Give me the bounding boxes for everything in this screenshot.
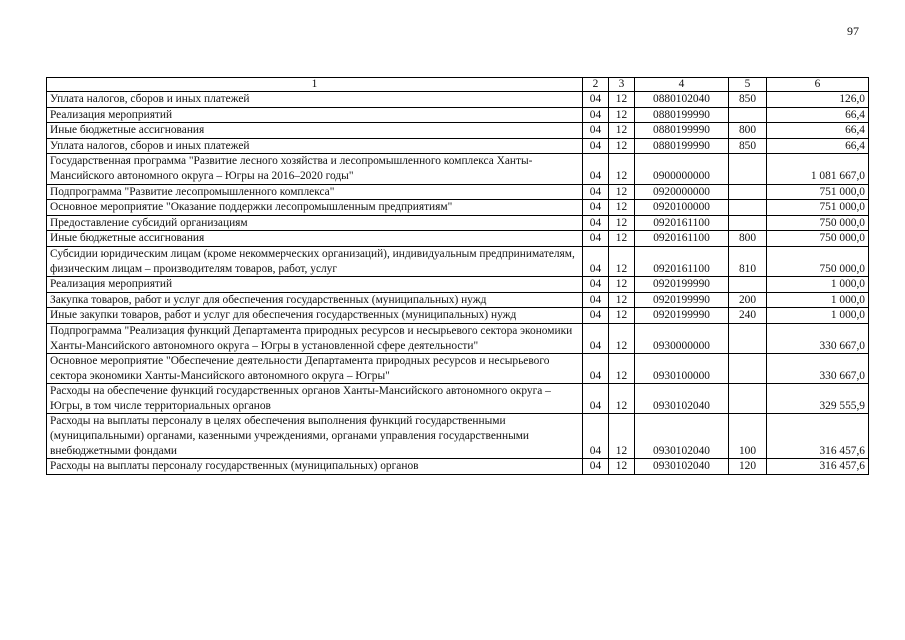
row-section-cell: 04 [583,459,609,475]
table-row [47,184,869,200]
row-expense-type-cell [729,323,767,353]
header-cell: 6 [767,78,869,92]
row-section-cell: 04 [583,200,609,216]
row-subsection-cell: 12 [609,246,635,276]
row-expense-type-cell: 240 [729,308,767,324]
row-section-cell: 04 [583,246,609,276]
row-subsection-cell: 12 [609,384,635,414]
header-cell: 3 [609,78,635,92]
row-expense-type-cell [729,154,767,184]
row-amount-cell: 66,4 [767,123,869,139]
row-section-cell: 04 [583,354,609,384]
row-target-article-cell: 0930102040 [635,459,729,475]
row-amount-cell: 751 000,0 [767,200,869,216]
row-name-cell: Иные бюджетные ассигнования [47,231,583,247]
row-target-article-cell: 0900000000 [635,154,729,184]
row-section-cell: 04 [583,308,609,324]
row-section-cell: 04 [583,323,609,353]
row-expense-type-cell [729,107,767,123]
header-cell: 4 [635,78,729,92]
row-name-cell: Подпрограмма "Развитие лесопромышленного комплекса" [47,184,583,200]
row-section-cell: 04 [583,414,609,459]
row-amount-cell: 1 081 667,0 [767,154,869,184]
row-target-article-cell: 0920161100 [635,215,729,231]
row-amount-cell: 330 667,0 [767,323,869,353]
row-expense-type-cell: 800 [729,231,767,247]
row-expense-type-cell [729,215,767,231]
row-target-article-cell: 0930000000 [635,323,729,353]
row-amount-cell: 750 000,0 [767,246,869,276]
row-target-article-cell: 0930100000 [635,354,729,384]
table-row [47,308,869,324]
row-subsection-cell: 12 [609,107,635,123]
row-expense-type-cell: 850 [729,138,767,154]
row-expense-type-cell [729,200,767,216]
table-row [47,215,869,231]
row-subsection-cell: 12 [609,184,635,200]
row-target-article-cell: 0920000000 [635,184,729,200]
header-cell: 2 [583,78,609,92]
row-expense-type-cell [729,354,767,384]
row-target-article-cell: 0920199990 [635,308,729,324]
row-target-article-cell: 0920161100 [635,246,729,276]
table-row [47,384,869,414]
table-row [47,231,869,247]
row-target-article-cell: 0930102040 [635,384,729,414]
header-cell: 5 [729,78,767,92]
row-name-cell: Предоставление субсидий организациям [47,215,583,231]
header-cell: 1 [47,78,583,92]
table-row [47,123,869,139]
row-name-cell: Основное мероприятие "Обеспечение деятельности Департамента природных ресурсов и несырьевого сектора экономики Ханты-Мансийского автономного округа – Югры" [47,354,583,384]
row-target-article-cell: 0920100000 [635,200,729,216]
row-subsection-cell: 12 [609,138,635,154]
table-row [47,459,869,475]
row-subsection-cell: 12 [609,231,635,247]
row-expense-type-cell: 120 [729,459,767,475]
row-amount-cell: 66,4 [767,138,869,154]
row-expense-type-cell: 200 [729,292,767,308]
row-expense-type-cell [729,184,767,200]
row-section-cell: 04 [583,215,609,231]
row-name-cell: Закупка товаров, работ и услуг для обеспечения государственных (муниципальных) нужд [47,292,583,308]
row-subsection-cell: 12 [609,292,635,308]
row-target-article-cell: 0920199990 [635,292,729,308]
row-subsection-cell: 12 [609,459,635,475]
row-subsection-cell: 12 [609,215,635,231]
row-section-cell: 04 [583,92,609,108]
row-name-cell: Расходы на выплаты персоналу в целях обеспечения выполнения функций государственными (муниципальными) органами, казенными учреждениями, органами управления государственными внебюджетными фондами [47,414,583,459]
row-target-article-cell: 0880199990 [635,107,729,123]
row-target-article-cell: 0920161100 [635,231,729,247]
row-section-cell: 04 [583,184,609,200]
row-name-cell: Основное мероприятие "Оказание поддержки лесопромышленным предприятиям" [47,200,583,216]
budget-table [46,77,869,475]
table-body [47,92,869,475]
row-subsection-cell: 12 [609,154,635,184]
row-amount-cell: 316 457,6 [767,414,869,459]
table-row [47,292,869,308]
table-row [47,354,869,384]
row-target-article-cell: 0920199990 [635,277,729,293]
row-subsection-cell: 12 [609,123,635,139]
row-name-cell: Иные бюджетные ассигнования [47,123,583,139]
row-name-cell: Государственная программа "Развитие лесного хозяйства и лесопромышленного комплекса Ханты-Мансийского автономного округа – Югры на 2016–2020 годы" [47,154,583,184]
row-section-cell: 04 [583,384,609,414]
row-name-cell: Иные закупки товаров, работ и услуг для обеспечения государственных (муниципальных) нужд [47,308,583,324]
row-target-article-cell: 0880199990 [635,138,729,154]
row-section-cell: 04 [583,123,609,139]
row-amount-cell: 1 000,0 [767,277,869,293]
row-name-cell: Подпрограмма "Реализация функций Департамента природных ресурсов и несырьевого сектора экономики Ханты-Мансийского автономного округа – Югры в установленной сфере деятельности" [47,323,583,353]
row-section-cell: 04 [583,154,609,184]
table-row [47,414,869,459]
row-name-cell: Уплата налогов, сборов и иных платежей [47,138,583,154]
row-subsection-cell: 12 [609,414,635,459]
row-name-cell: Уплата налогов, сборов и иных платежей [47,92,583,108]
row-amount-cell: 316 457,6 [767,459,869,475]
table-row [47,323,869,353]
row-expense-type-cell: 810 [729,246,767,276]
row-section-cell: 04 [583,138,609,154]
row-subsection-cell: 12 [609,354,635,384]
row-target-article-cell: 0930102040 [635,414,729,459]
table-row [47,138,869,154]
table-row [47,92,869,108]
row-section-cell: 04 [583,231,609,247]
row-name-cell: Расходы на обеспечение функций государственных органов Ханты-Мансийского автономного округа – Югры, в том числе территориальных органов [47,384,583,414]
row-subsection-cell: 12 [609,200,635,216]
row-amount-cell: 126,0 [767,92,869,108]
header-row [47,78,869,92]
row-subsection-cell: 12 [609,92,635,108]
row-name-cell: Расходы на выплаты персоналу государственных (муниципальных) органов [47,459,583,475]
row-amount-cell: 1 000,0 [767,292,869,308]
row-amount-cell: 750 000,0 [767,231,869,247]
row-amount-cell: 1 000,0 [767,308,869,324]
row-section-cell: 04 [583,107,609,123]
row-amount-cell: 330 667,0 [767,354,869,384]
row-expense-type-cell [729,384,767,414]
table-row [47,107,869,123]
row-section-cell: 04 [583,292,609,308]
table-row [47,200,869,216]
row-expense-type-cell [729,277,767,293]
row-amount-cell: 66,4 [767,107,869,123]
row-target-article-cell: 0880199990 [635,123,729,139]
row-subsection-cell: 12 [609,323,635,353]
row-expense-type-cell: 100 [729,414,767,459]
row-name-cell: Субсидии юридическим лицам (кроме некоммерческих организаций), индивидуальным предпринимателям, физическим лицам – производителям товаров, работ, услуг [47,246,583,276]
page-number: 97 [847,24,859,38]
row-subsection-cell: 12 [609,277,635,293]
row-amount-cell: 750 000,0 [767,215,869,231]
row-amount-cell: 329 555,9 [767,384,869,414]
row-section-cell: 04 [583,277,609,293]
row-subsection-cell: 12 [609,308,635,324]
row-name-cell: Реализация мероприятий [47,107,583,123]
row-name-cell: Реализация мероприятий [47,277,583,293]
row-expense-type-cell: 850 [729,92,767,108]
row-expense-type-cell: 800 [729,123,767,139]
row-target-article-cell: 0880102040 [635,92,729,108]
table-row [47,277,869,293]
row-amount-cell: 751 000,0 [767,184,869,200]
table-row [47,154,869,184]
table-row [47,246,869,276]
